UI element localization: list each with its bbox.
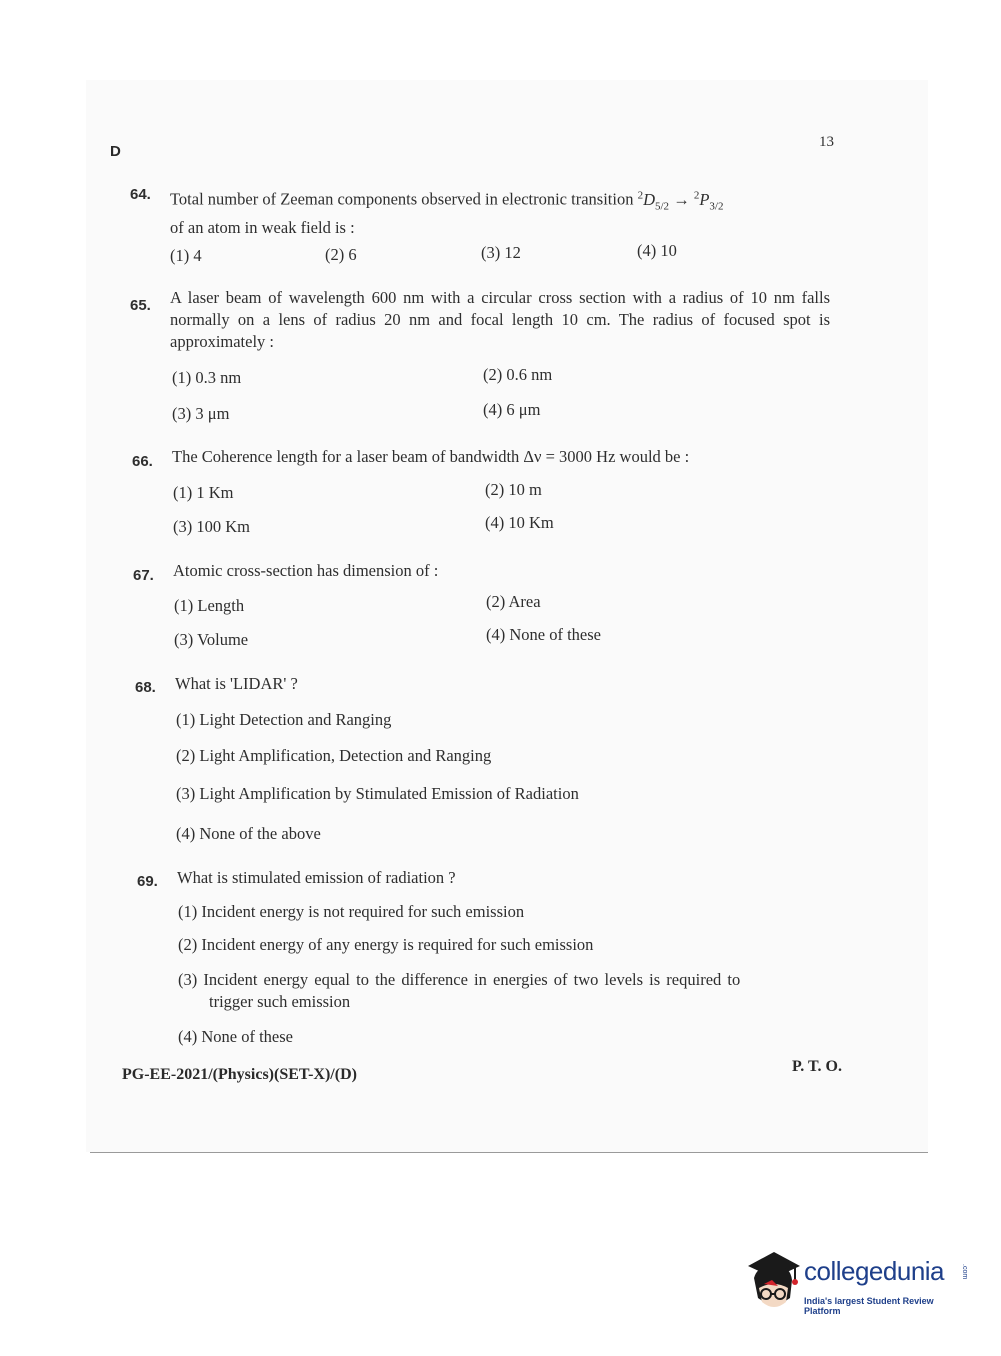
question-number: 69. [137,873,158,890]
collegedunia-logo [744,1250,969,1320]
option-3: (3) Incident energy equal to the difference in energies of two levels is required to [178,970,741,989]
question-67 [133,560,833,586]
question-number: 64. [130,186,151,203]
question-65 [130,287,830,357]
logo-tagline: India's largest Student Review Platform [804,1296,934,1316]
set-letter: D [110,143,121,160]
option-3: (3) 100 Km [173,517,250,536]
question-text [170,184,830,239]
option-2: (2) 6 [325,245,357,264]
mascot-icon [744,1250,802,1320]
pto-label: P. T. O. [792,1058,842,1075]
question-text: The Coherence length for a laser beam of bandwidth Δν = 3000 Hz would be : [172,447,690,466]
question-text: Atomic cross-section has dimension of : [173,561,439,580]
question-number: 66. [132,453,153,470]
question-text-line: Total number of Zeeman components observed in electronic transition [170,189,634,209]
option-1: (1) Light Detection and Ranging [176,710,392,729]
question-text: What is 'LIDAR' ? [175,674,298,693]
option-2: (2) Light Amplification, Detection and Ranging [176,746,492,765]
option-4: (4) None of these [486,625,602,644]
question-number: 67. [133,567,154,584]
option-1: (1) Incident energy is not required for such emission [178,902,525,921]
option-3: (3) Volume [174,630,249,649]
option-3: (3) 12 [481,243,521,262]
question-number: 68. [135,679,156,696]
option-3-continuation: trigger such emission [209,992,351,1011]
option-4: (4) None of these [178,1027,294,1046]
question-64 [130,184,830,284]
option-3: (3) 3 μm [172,404,230,423]
question-text: What is stimulated emission of radiation ? [177,868,456,887]
option-3: (3) Light Amplification by Stimulated Emission of Radiation [176,784,579,803]
question-number: 65. [130,297,151,314]
page-number: 13 [819,134,834,150]
option-1: (1) Length [174,596,245,615]
option-1: (1) 0.3 nm [172,368,242,387]
question-66 [132,446,832,472]
question-text-line: of an atom in weak field is : [170,217,355,237]
option-2: (2) Area [486,592,541,611]
question-69 [137,867,837,893]
option-2: (2) 10 m [485,480,542,499]
option-2: (2) 0.6 nm [483,365,553,384]
exam-code: PG-EE-2021/(Physics)(SET-X)/(D) [122,1066,357,1083]
transition-formula: $^2D_{5/2} \to ^2P_{3/2}$ [637,189,724,212]
option-4: (4) 10 Km [485,513,554,532]
question-text: A laser beam of wavelength 600 nm with a circular cross section with a radius of 10 nm falls normally on a lens of radius 20 nm and focal length 10 cm. The radius of focused spot is approximately : [170,288,830,351]
page-bottom-rule [90,1152,928,1153]
option-4: (4) 6 μm [483,400,541,419]
logo-com: .com [961,1264,968,1280]
option-4: (4) None of the above [176,824,321,843]
question-68 [135,673,835,699]
option-1: (1) 4 [170,246,202,265]
logo-wordmark: collegedunia [804,1256,945,1286]
option-4: (4) 10 [637,241,677,260]
option-2: (2) Incident energy of any energy is required for such emission [178,935,594,954]
option-1: (1) 1 Km [173,483,234,502]
